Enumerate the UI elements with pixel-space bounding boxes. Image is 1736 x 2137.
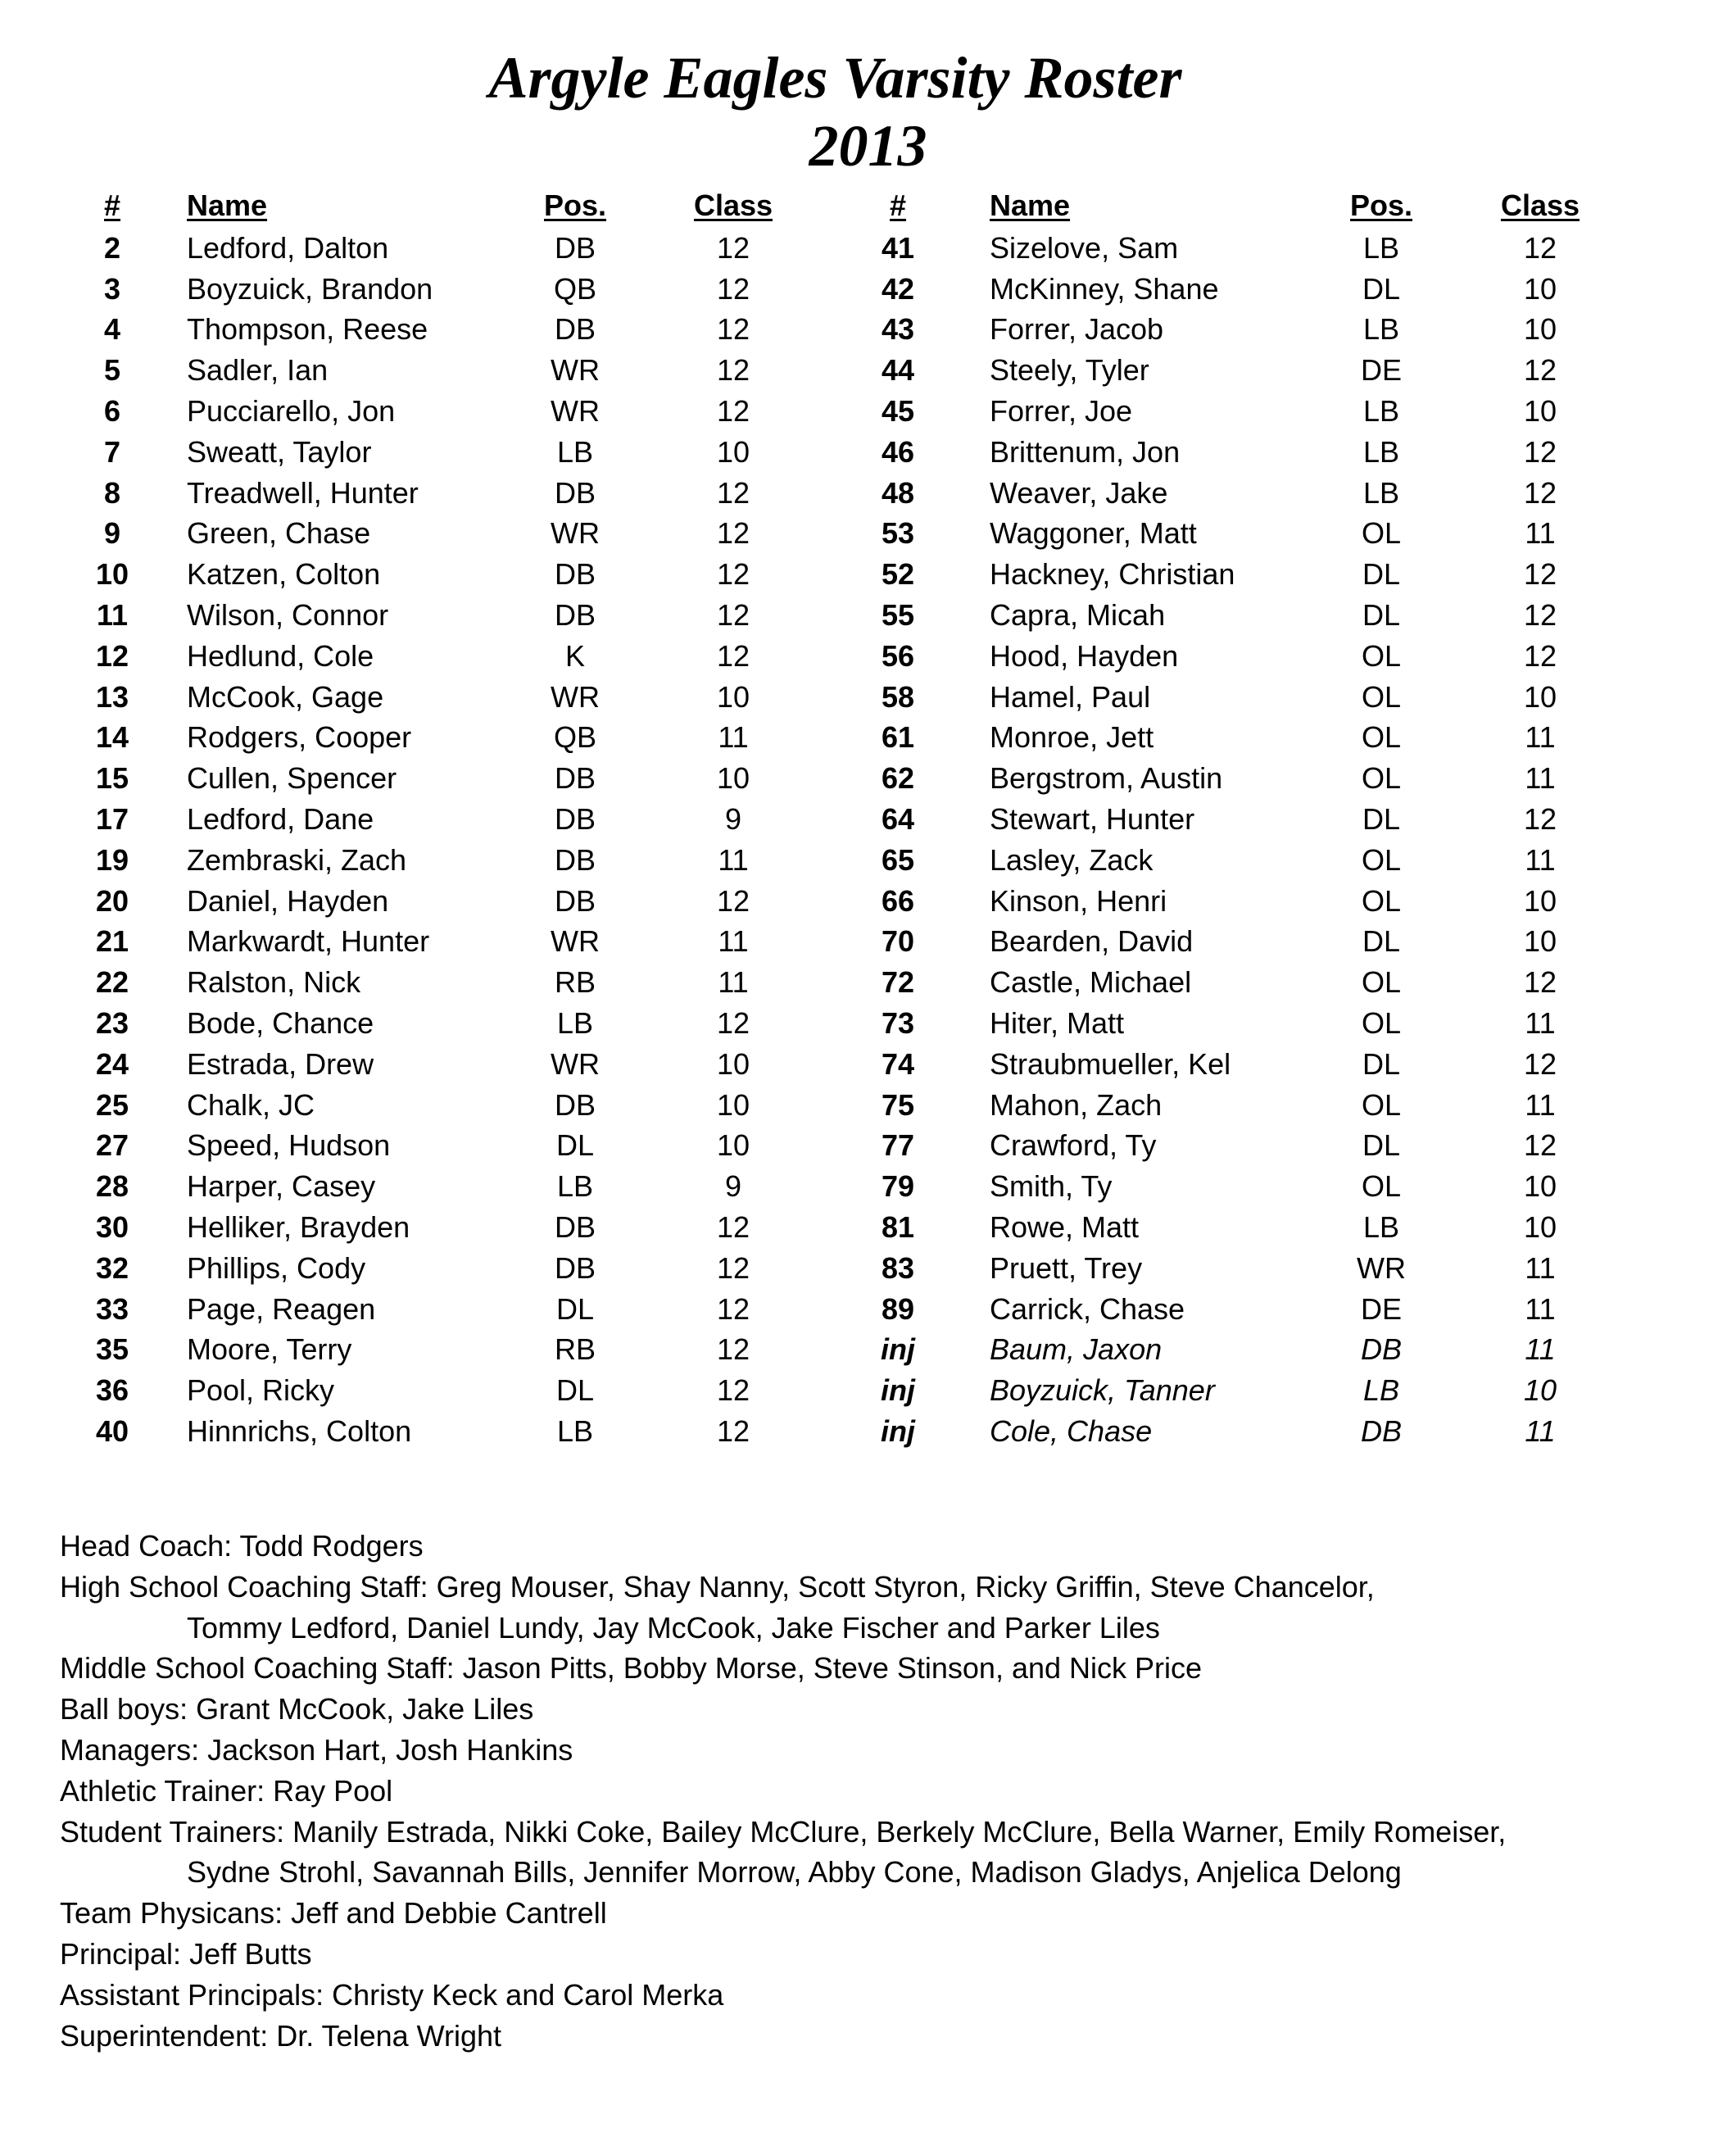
player-class-left: 12 bbox=[716, 516, 750, 551]
player-class-right: 12 bbox=[1523, 1128, 1557, 1163]
player-number-right: 61 bbox=[881, 720, 915, 755]
player-position-right: OL bbox=[1361, 516, 1402, 551]
table-row bbox=[0, 350, 1736, 391]
player-class-left: 10 bbox=[716, 1087, 750, 1122]
player-name-left: Bode, Chance bbox=[187, 1006, 374, 1040]
player-class-right: 11 bbox=[1525, 1250, 1556, 1285]
player-name-right: Hamel, Paul bbox=[990, 679, 1151, 714]
player-name-left: Treadwell, Hunter bbox=[187, 475, 419, 510]
table-row bbox=[0, 799, 1736, 840]
player-class-right: 12 bbox=[1523, 1046, 1557, 1081]
header-name-right: Name bbox=[990, 188, 1071, 222]
player-position-left: DB bbox=[554, 883, 596, 918]
player-position-right: OL bbox=[1361, 720, 1402, 755]
player-class-right: 10 bbox=[1523, 924, 1557, 959]
player-class-left: 12 bbox=[716, 271, 750, 306]
player-position-left: WR bbox=[551, 1046, 600, 1081]
table-row bbox=[0, 1411, 1736, 1452]
player-class-left: 12 bbox=[716, 312, 750, 347]
player-class-right: 10 bbox=[1523, 1373, 1557, 1408]
player-name-left: Markwardt, Hunter bbox=[187, 924, 430, 959]
player-position-right: DL bbox=[1362, 271, 1401, 306]
player-position-left: LB bbox=[556, 1169, 594, 1204]
player-position-right: DL bbox=[1362, 598, 1401, 632]
player-number-right: 52 bbox=[881, 557, 915, 592]
player-name-right: Hiter, Matt bbox=[990, 1006, 1125, 1040]
player-position-left: LB bbox=[556, 1414, 594, 1448]
player-position-right: DL bbox=[1362, 557, 1401, 592]
player-class-left: 11 bbox=[718, 924, 749, 959]
player-class-right: 10 bbox=[1523, 679, 1557, 714]
player-number-right: inj bbox=[881, 1373, 915, 1408]
player-number-right: 79 bbox=[881, 1169, 915, 1204]
player-number-right: 66 bbox=[881, 883, 915, 918]
player-class-right: 11 bbox=[1525, 842, 1556, 877]
player-name-right: Monroe, Jett bbox=[990, 720, 1154, 755]
player-class-left: 10 bbox=[716, 761, 750, 796]
player-class-right: 12 bbox=[1523, 230, 1557, 265]
player-number-left: 2 bbox=[103, 230, 121, 265]
table-row bbox=[0, 554, 1736, 595]
player-number-left: 21 bbox=[95, 924, 129, 959]
header-position-right: Pos. bbox=[1349, 188, 1413, 222]
player-position-left: WR bbox=[551, 679, 600, 714]
table-row bbox=[0, 1044, 1736, 1085]
table-row bbox=[0, 1085, 1736, 1126]
player-name-right: Weaver, Jake bbox=[990, 475, 1168, 510]
player-number-left: 20 bbox=[95, 883, 129, 918]
player-number-left: 24 bbox=[95, 1046, 129, 1081]
player-class-right: 12 bbox=[1523, 598, 1557, 632]
player-number-left: 6 bbox=[103, 394, 121, 428]
player-number-left: 35 bbox=[95, 1332, 129, 1367]
staff-list bbox=[60, 1526, 1731, 2056]
player-name-left: Hedlund, Cole bbox=[187, 638, 374, 673]
roster-header-row bbox=[0, 185, 1736, 226]
player-class-right: 10 bbox=[1523, 394, 1557, 428]
player-name-right: Hackney, Christian bbox=[990, 557, 1235, 592]
staff-line: Principal: Jeff Butts bbox=[60, 1936, 312, 1971]
player-class-right: 11 bbox=[1525, 1332, 1556, 1367]
table-row bbox=[0, 269, 1736, 310]
player-position-right: DE bbox=[1360, 1291, 1402, 1326]
player-position-left: DB bbox=[554, 802, 596, 836]
player-position-right: DL bbox=[1362, 924, 1401, 959]
player-name-left: Sweatt, Taylor bbox=[187, 434, 372, 469]
header-class-right: Class bbox=[1500, 188, 1580, 222]
player-class-left: 10 bbox=[716, 434, 750, 469]
player-name-left: Hinnrichs, Colton bbox=[187, 1414, 412, 1448]
player-class-left: 12 bbox=[716, 1250, 750, 1285]
player-class-right: 11 bbox=[1525, 761, 1556, 796]
roster-title: Argyle Eagles Varsity Roster bbox=[488, 45, 1182, 111]
player-number-left: 15 bbox=[95, 761, 129, 796]
player-name-right: Cole, Chase bbox=[990, 1414, 1153, 1448]
player-position-right: DB bbox=[1360, 1414, 1402, 1448]
player-class-left: 12 bbox=[716, 1006, 750, 1040]
player-number-left: 4 bbox=[103, 312, 121, 347]
table-row bbox=[0, 1248, 1736, 1289]
player-number-right: 56 bbox=[881, 638, 915, 673]
player-class-left: 12 bbox=[716, 883, 750, 918]
player-position-left: DB bbox=[554, 761, 596, 796]
player-class-left: 11 bbox=[718, 842, 749, 877]
player-name-left: Green, Chase bbox=[187, 516, 371, 551]
player-name-right: Stewart, Hunter bbox=[990, 802, 1195, 836]
player-class-right: 12 bbox=[1523, 434, 1557, 469]
staff-line: Superintendent: Dr. Telena Wright bbox=[60, 2018, 501, 2053]
player-number-right: 70 bbox=[881, 924, 915, 959]
player-number-right: 41 bbox=[881, 230, 915, 265]
player-name-left: Boyzuick, Brandon bbox=[187, 271, 433, 306]
table-row bbox=[0, 1329, 1736, 1370]
table-row bbox=[0, 636, 1736, 677]
player-number-left: 30 bbox=[95, 1210, 129, 1244]
player-class-right: 10 bbox=[1523, 1169, 1557, 1204]
table-row bbox=[0, 513, 1736, 554]
player-position-left: DB bbox=[554, 1210, 596, 1244]
player-name-right: Capra, Micah bbox=[990, 598, 1166, 632]
player-number-right: 64 bbox=[881, 802, 915, 836]
player-name-right: Kinson, Henri bbox=[990, 883, 1167, 918]
player-class-right: 12 bbox=[1523, 802, 1557, 836]
player-position-left: DB bbox=[554, 598, 596, 632]
table-row bbox=[0, 595, 1736, 636]
player-number-left: 7 bbox=[103, 434, 121, 469]
player-name-right: Mahon, Zach bbox=[990, 1087, 1163, 1122]
player-position-left: DL bbox=[555, 1373, 595, 1408]
player-number-right: 48 bbox=[881, 475, 915, 510]
player-position-left: DB bbox=[554, 475, 596, 510]
player-number-left: 28 bbox=[95, 1169, 129, 1204]
player-class-right: 12 bbox=[1523, 638, 1557, 673]
staff-line: Assistant Principals: Christy Keck and Carol Merka bbox=[60, 1977, 724, 2012]
player-position-left: WR bbox=[551, 353, 600, 388]
player-name-right: Waggoner, Matt bbox=[990, 516, 1197, 551]
player-number-left: 23 bbox=[95, 1006, 129, 1040]
player-name-left: Zembraski, Zach bbox=[187, 842, 407, 877]
player-number-right: 75 bbox=[881, 1087, 915, 1122]
player-class-right: 12 bbox=[1523, 353, 1557, 388]
table-row bbox=[0, 840, 1736, 881]
player-class-right: 11 bbox=[1525, 1291, 1556, 1326]
table-row bbox=[0, 1207, 1736, 1248]
header-name-left: Name bbox=[187, 188, 268, 222]
staff-line: Sydne Strohl, Savannah Bills, Jennifer Morrow, Abby Cone, Madison Gladys, Anjelica Delong bbox=[187, 1855, 1402, 1890]
player-class-right: 12 bbox=[1523, 965, 1557, 1000]
table-row bbox=[0, 962, 1736, 1003]
player-class-left: 12 bbox=[716, 1332, 750, 1367]
player-number-right: inj bbox=[881, 1332, 915, 1367]
player-position-right: LB bbox=[1362, 312, 1400, 347]
player-number-left: 40 bbox=[95, 1414, 129, 1448]
player-position-left: QB bbox=[553, 271, 596, 306]
player-name-right: Pruett, Trey bbox=[990, 1250, 1143, 1285]
player-name-right: Sizelove, Sam bbox=[990, 230, 1179, 265]
player-position-left: QB bbox=[553, 720, 596, 755]
player-position-left: LB bbox=[556, 1006, 594, 1040]
player-number-right: 65 bbox=[881, 842, 915, 877]
player-name-left: McCook, Gage bbox=[187, 679, 384, 714]
player-class-left: 12 bbox=[716, 1210, 750, 1244]
player-position-right: OL bbox=[1361, 1006, 1402, 1040]
player-position-right: OL bbox=[1361, 679, 1402, 714]
player-class-left: 12 bbox=[716, 638, 750, 673]
player-number-right: 81 bbox=[881, 1210, 915, 1244]
staff-line: Middle School Coaching Staff: Jason Pitts, Bobby Morse, Steve Stinson, and Nick Price bbox=[60, 1651, 1203, 1686]
player-number-left: 27 bbox=[95, 1128, 129, 1163]
player-position-right: DE bbox=[1360, 353, 1402, 388]
player-name-left: Phillips, Cody bbox=[187, 1250, 366, 1285]
player-name-left: Speed, Hudson bbox=[187, 1128, 391, 1163]
player-number-right: 83 bbox=[881, 1250, 915, 1285]
player-class-right: 10 bbox=[1523, 312, 1557, 347]
player-name-left: Pool, Ricky bbox=[187, 1373, 335, 1408]
player-position-right: DL bbox=[1362, 1046, 1401, 1081]
player-name-left: Page, Reagen bbox=[187, 1291, 376, 1326]
player-position-right: LB bbox=[1362, 230, 1400, 265]
player-position-left: DB bbox=[554, 1250, 596, 1285]
player-position-left: RB bbox=[554, 1332, 596, 1367]
player-position-right: OL bbox=[1361, 1087, 1402, 1122]
player-name-right: Bergstrom, Austin bbox=[990, 761, 1223, 796]
staff-line: Tommy Ledford, Daniel Lundy, Jay McCook, Jake Fischer and Parker Liles bbox=[187, 1610, 1160, 1645]
player-class-left: 10 bbox=[716, 1046, 750, 1081]
player-class-left: 12 bbox=[716, 1291, 750, 1326]
table-row bbox=[0, 758, 1736, 799]
player-name-right: Rowe, Matt bbox=[990, 1210, 1140, 1244]
staff-line: Managers: Jackson Hart, Josh Hankins bbox=[60, 1732, 573, 1767]
player-name-right: Straubmueller, Kel bbox=[990, 1046, 1231, 1081]
player-class-left: 12 bbox=[716, 598, 750, 632]
player-name-left: Estrada, Drew bbox=[187, 1046, 374, 1081]
staff-line: High School Coaching Staff: Greg Mouser, Shay Nanny, Scott Styron, Ricky Griffin, Steve Chancelor, bbox=[60, 1569, 1375, 1604]
player-number-right: 72 bbox=[881, 965, 915, 1000]
player-position-right: DL bbox=[1362, 802, 1401, 836]
player-name-right: Forrer, Joe bbox=[990, 394, 1133, 428]
table-row bbox=[0, 881, 1736, 922]
player-position-left: RB bbox=[554, 965, 596, 1000]
player-position-right: OL bbox=[1361, 883, 1402, 918]
player-class-left: 12 bbox=[716, 475, 750, 510]
player-position-left: DL bbox=[555, 1128, 595, 1163]
player-number-left: 17 bbox=[95, 802, 129, 836]
player-position-right: DB bbox=[1360, 1332, 1402, 1367]
player-name-right: Steely, Tyler bbox=[990, 353, 1149, 388]
player-number-right: 73 bbox=[881, 1006, 915, 1040]
player-class-left: 9 bbox=[724, 802, 742, 836]
header-number-right: # bbox=[889, 188, 907, 222]
player-number-left: 33 bbox=[95, 1291, 129, 1326]
player-class-left: 10 bbox=[716, 679, 750, 714]
player-number-right: 58 bbox=[881, 679, 915, 714]
roster-year: 2013 bbox=[809, 113, 927, 179]
player-number-right: 44 bbox=[881, 353, 915, 388]
player-number-right: 74 bbox=[881, 1046, 915, 1081]
player-number-right: 42 bbox=[881, 271, 915, 306]
player-name-right: Hood, Hayden bbox=[990, 638, 1179, 673]
player-name-right: Lasley, Zack bbox=[990, 842, 1154, 877]
player-position-right: OL bbox=[1361, 638, 1402, 673]
player-class-left: 12 bbox=[716, 1414, 750, 1448]
player-class-right: 12 bbox=[1523, 475, 1557, 510]
player-number-right: 46 bbox=[881, 434, 915, 469]
player-position-left: DB bbox=[554, 1087, 596, 1122]
table-row bbox=[0, 1125, 1736, 1166]
player-name-right: Baum, Jaxon bbox=[990, 1332, 1163, 1367]
player-name-left: Moore, Terry bbox=[187, 1332, 352, 1367]
header-number-left: # bbox=[103, 188, 121, 222]
player-position-left: DB bbox=[554, 842, 596, 877]
table-row bbox=[0, 391, 1736, 432]
player-number-right: inj bbox=[881, 1414, 915, 1448]
staff-line: Ball boys: Grant McCook, Jake Liles bbox=[60, 1692, 534, 1726]
player-class-left: 12 bbox=[716, 1373, 750, 1408]
player-number-left: 14 bbox=[95, 720, 129, 755]
player-position-right: LB bbox=[1362, 1373, 1400, 1408]
player-class-left: 11 bbox=[718, 965, 749, 1000]
player-number-right: 43 bbox=[881, 312, 915, 347]
player-position-left: K bbox=[564, 638, 585, 673]
player-class-right: 11 bbox=[1525, 1087, 1556, 1122]
player-class-right: 11 bbox=[1525, 720, 1556, 755]
player-name-left: Wilson, Connor bbox=[187, 598, 389, 632]
player-class-left: 9 bbox=[724, 1169, 742, 1204]
player-number-left: 8 bbox=[103, 475, 121, 510]
staff-line: Student Trainers: Manily Estrada, Nikki Coke, Bailey McClure, Berkely McClure, Bella Warner, Emily Romeiser, bbox=[60, 1814, 1507, 1849]
player-number-left: 9 bbox=[103, 516, 121, 551]
player-number-left: 13 bbox=[95, 679, 129, 714]
player-name-left: Chalk, JC bbox=[187, 1087, 315, 1122]
player-position-right: OL bbox=[1361, 761, 1402, 796]
player-position-left: DL bbox=[555, 1291, 595, 1326]
player-name-right: Brittenum, Jon bbox=[990, 434, 1181, 469]
table-row bbox=[0, 1166, 1736, 1207]
player-class-left: 12 bbox=[716, 230, 750, 265]
player-name-right: Castle, Michael bbox=[990, 965, 1192, 1000]
player-number-left: 32 bbox=[95, 1250, 129, 1285]
player-name-left: Helliker, Brayden bbox=[187, 1210, 410, 1244]
player-number-left: 12 bbox=[95, 638, 129, 673]
player-position-left: WR bbox=[551, 394, 600, 428]
player-number-left: 11 bbox=[96, 598, 129, 632]
player-position-right: OL bbox=[1361, 1169, 1402, 1204]
player-number-right: 55 bbox=[881, 598, 915, 632]
table-row bbox=[0, 677, 1736, 718]
player-name-right: Crawford, Ty bbox=[990, 1128, 1157, 1163]
player-number-left: 10 bbox=[95, 557, 129, 592]
player-class-left: 12 bbox=[716, 394, 750, 428]
player-number-right: 62 bbox=[881, 761, 915, 796]
table-row bbox=[0, 309, 1736, 350]
staff-line: Head Coach: Todd Rodgers bbox=[60, 1529, 424, 1563]
player-position-right: LB bbox=[1362, 394, 1400, 428]
player-class-right: 11 bbox=[1525, 1006, 1556, 1040]
player-number-left: 25 bbox=[95, 1087, 129, 1122]
player-name-left: Katzen, Colton bbox=[187, 557, 381, 592]
table-row bbox=[0, 921, 1736, 962]
player-class-left: 12 bbox=[716, 353, 750, 388]
player-name-right: McKinney, Shane bbox=[990, 271, 1219, 306]
header-position-left: Pos. bbox=[543, 188, 607, 222]
table-row bbox=[0, 432, 1736, 473]
player-position-right: LB bbox=[1362, 1210, 1400, 1244]
player-name-left: Pucciarello, Jon bbox=[187, 394, 396, 428]
player-name-right: Forrer, Jacob bbox=[990, 312, 1164, 347]
player-number-right: 53 bbox=[881, 516, 915, 551]
player-class-right: 11 bbox=[1525, 1414, 1556, 1448]
player-class-left: 10 bbox=[716, 1128, 750, 1163]
player-name-left: Rodgers, Cooper bbox=[187, 720, 412, 755]
header-class-left: Class bbox=[693, 188, 773, 222]
player-position-right: DL bbox=[1362, 1128, 1401, 1163]
player-number-right: 89 bbox=[881, 1291, 915, 1326]
player-position-right: LB bbox=[1362, 475, 1400, 510]
player-name-left: Thompson, Reese bbox=[187, 312, 428, 347]
player-class-right: 11 bbox=[1525, 516, 1556, 551]
player-class-right: 10 bbox=[1523, 271, 1557, 306]
player-number-left: 3 bbox=[103, 271, 121, 306]
table-row bbox=[0, 228, 1736, 269]
table-row bbox=[0, 1003, 1736, 1044]
player-position-right: OL bbox=[1361, 965, 1402, 1000]
table-row bbox=[0, 1370, 1736, 1411]
player-class-left: 11 bbox=[718, 720, 749, 755]
player-number-left: 19 bbox=[95, 842, 129, 877]
player-name-right: Boyzuick, Tanner bbox=[990, 1373, 1215, 1408]
player-position-left: WR bbox=[551, 516, 600, 551]
player-position-left: DB bbox=[554, 230, 596, 265]
player-name-left: Ledford, Dane bbox=[187, 802, 374, 836]
player-name-left: Sadler, Ian bbox=[187, 353, 329, 388]
player-name-left: Ralston, Nick bbox=[187, 965, 361, 1000]
player-position-right: LB bbox=[1362, 434, 1400, 469]
player-name-right: Carrick, Chase bbox=[990, 1291, 1185, 1326]
player-position-left: WR bbox=[551, 924, 600, 959]
player-position-left: DB bbox=[554, 557, 596, 592]
player-name-right: Bearden, David bbox=[990, 924, 1194, 959]
staff-line: Athletic Trainer: Ray Pool bbox=[60, 1773, 393, 1808]
player-position-right: WR bbox=[1357, 1250, 1406, 1285]
table-row bbox=[0, 473, 1736, 514]
player-number-left: 36 bbox=[95, 1373, 129, 1408]
player-number-left: 5 bbox=[103, 353, 121, 388]
player-number-right: 45 bbox=[881, 394, 915, 428]
player-name-left: Daniel, Hayden bbox=[187, 883, 389, 918]
staff-line: Team Physicans: Jeff and Debbie Cantrell bbox=[60, 1896, 607, 1931]
player-name-left: Harper, Casey bbox=[187, 1169, 376, 1204]
player-number-left: 22 bbox=[95, 965, 129, 1000]
player-position-left: LB bbox=[556, 434, 594, 469]
player-position-right: OL bbox=[1361, 842, 1402, 877]
player-class-left: 12 bbox=[716, 557, 750, 592]
table-row bbox=[0, 1289, 1736, 1330]
player-class-right: 10 bbox=[1523, 1210, 1557, 1244]
player-name-left: Cullen, Spencer bbox=[187, 761, 397, 796]
player-number-right: 77 bbox=[881, 1128, 915, 1163]
table-row bbox=[0, 717, 1736, 758]
player-class-right: 10 bbox=[1523, 883, 1557, 918]
player-class-right: 12 bbox=[1523, 557, 1557, 592]
player-position-left: DB bbox=[554, 312, 596, 347]
player-name-left: Ledford, Dalton bbox=[187, 230, 389, 265]
player-name-right: Smith, Ty bbox=[990, 1169, 1113, 1204]
